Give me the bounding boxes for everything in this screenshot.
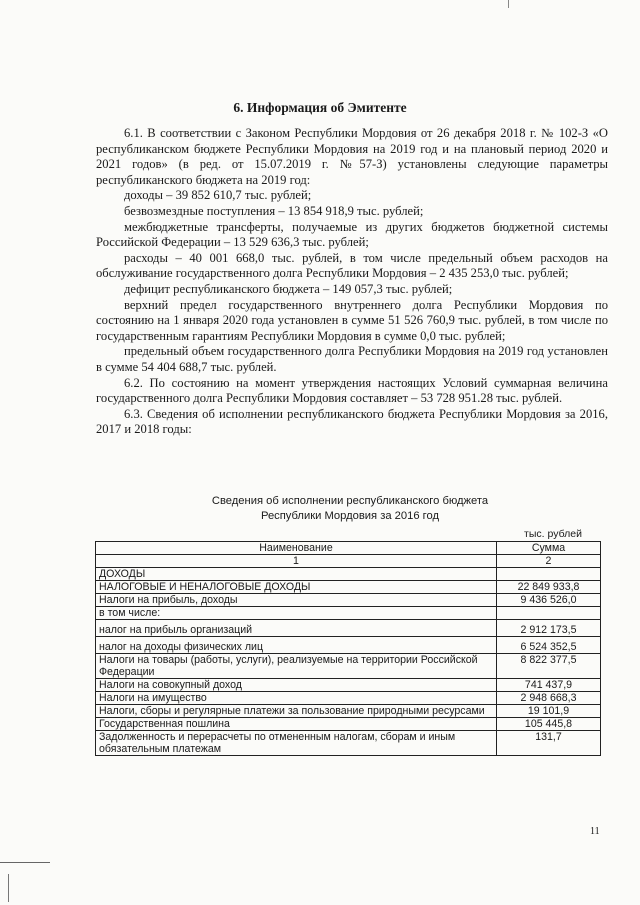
paragraph: 6.1. В соответствии с Законом Республики Мордовия от 26 декабря 2018 г. № 102-З «О республиканском бюджете Республики Мордовия на 2019 год и на плановый период 2020 и 2021 годов» (в ред. от 15.07.2019 г. №57-З) установлены следующие параметры республиканского бюджета на 2019 год: — [96, 126, 608, 187]
table-caption-line: Республики Мордовия за 2016 год — [260, 510, 440, 522]
paragraph: верхний предел государственного внутреннего долга Республики Мордовия по состоянию на 1 января 2020 года установлен в сумме 51 526 760,9 тыс. рублей, в том числе по государственным гарантиям Республики Мордовия в сумме 0,0 тыс. рублей; — [96, 297, 608, 343]
table-row — [96, 607, 601, 620]
table-header-row — [96, 542, 601, 555]
column-number: 2 — [497, 555, 601, 568]
paragraph: безвозмездные поступления – 13 854 918,9 тыс. рублей; — [124, 203, 424, 218]
paragraph: 6.2. По состоянию на момент утверждения настоящих Условий суммарная величина государственного долга Республики Мордовия составляет – 53 728 951.28 тыс. рублей. — [96, 375, 608, 406]
row-name: налог на прибыль организаций — [96, 620, 497, 637]
table-caption-line: Сведения об исполнении республиканского бюджета — [211, 495, 489, 507]
table-row — [96, 731, 601, 756]
section-heading: 6. Информация об Эмитенте — [233, 100, 407, 115]
scan-mark — [0, 862, 50, 863]
budget-table — [95, 541, 601, 756]
units-label: тыс. рублей — [524, 528, 582, 540]
table-row — [96, 705, 601, 718]
paragraph: 6.3. Сведения об исполнении республиканского бюджета Республики Мордовия за 2016, 2017 и 2018 годы: — [96, 406, 608, 437]
table-row — [96, 718, 601, 731]
page-number: 11 — [590, 826, 600, 837]
column-number: 1 — [96, 555, 497, 568]
table-row — [96, 594, 601, 607]
table-row — [96, 637, 601, 654]
row-value: 8 822 377,5 — [497, 654, 601, 679]
row-value: 2 948 668,3 — [497, 692, 601, 705]
row-value: 6 524 352,5 — [497, 637, 601, 654]
row-value: 22 849 933,8 — [497, 581, 601, 594]
table-row — [96, 679, 601, 692]
row-name: Налоги на товары (работы, услуги), реализуемые на территории Российской Федерации — [96, 654, 497, 679]
row-name: НАЛОГОВЫЕ И НЕНАЛОГОВЫЕ ДОХОДЫ — [96, 581, 497, 594]
row-value: 2 912 173,5 — [497, 620, 601, 637]
row-value — [497, 607, 601, 620]
row-value: 19 101,9 — [497, 705, 601, 718]
row-name: Налоги на имущество — [96, 692, 497, 705]
row-value: 9 436 526,0 — [497, 594, 601, 607]
row-name: Налоги на прибыль, доходы — [96, 594, 497, 607]
row-name: Налоги, сборы и регулярные платежи за пользование природными ресурсами — [96, 705, 497, 718]
row-value — [497, 568, 601, 581]
row-name: налог на доходы физических лиц — [96, 637, 497, 654]
row-name: в том числе: — [96, 607, 497, 620]
paragraph: дефицит республиканского бюджета – 149 057,3 тыс. рублей; — [124, 281, 453, 296]
paragraph: межбюджетные трансферты, получаемые из других бюджетов бюджетной системы Российской Федерации – 13 529 636,3 тыс. рублей; — [96, 219, 608, 250]
row-name: Задолженность и перерасчеты по отмененным налогам, сборам и иным обязательным платежам — [96, 731, 497, 756]
column-header: Наименование — [96, 542, 497, 555]
paragraph: расходы – 40 001 668,0 тыс. рублей, в том числе предельный объем расходов на обслуживание государственного долга Республики Мордовия – 2 435 253,0 тыс. рублей; — [96, 250, 608, 281]
row-value: 741 437,9 — [497, 679, 601, 692]
row-name: Государственная пошлина — [96, 718, 497, 731]
table-row — [96, 568, 601, 581]
paragraph: доходы – 39 852 610,7 тыс. рублей; — [124, 188, 312, 203]
row-name: Налоги на совокупный доход — [96, 679, 497, 692]
paragraph: предельный объем государственного долга Республики Мордовия на 2019 год установлен в сумме 54 404 688,7 тыс. рублей. — [96, 344, 608, 374]
column-number-row — [96, 555, 601, 568]
table-row — [96, 581, 601, 594]
body-text — [96, 126, 608, 438]
table-row — [96, 692, 601, 705]
row-value: 105 445,8 — [497, 718, 601, 731]
row-name: ДОХОДЫ — [96, 568, 497, 581]
column-header: Сумма — [497, 542, 601, 555]
scan-mark — [508, 0, 509, 8]
table-caption — [160, 494, 540, 524]
row-value: 131,7 — [497, 731, 601, 756]
scan-mark — [8, 874, 9, 902]
table-row — [96, 620, 601, 637]
table-row — [96, 654, 601, 679]
